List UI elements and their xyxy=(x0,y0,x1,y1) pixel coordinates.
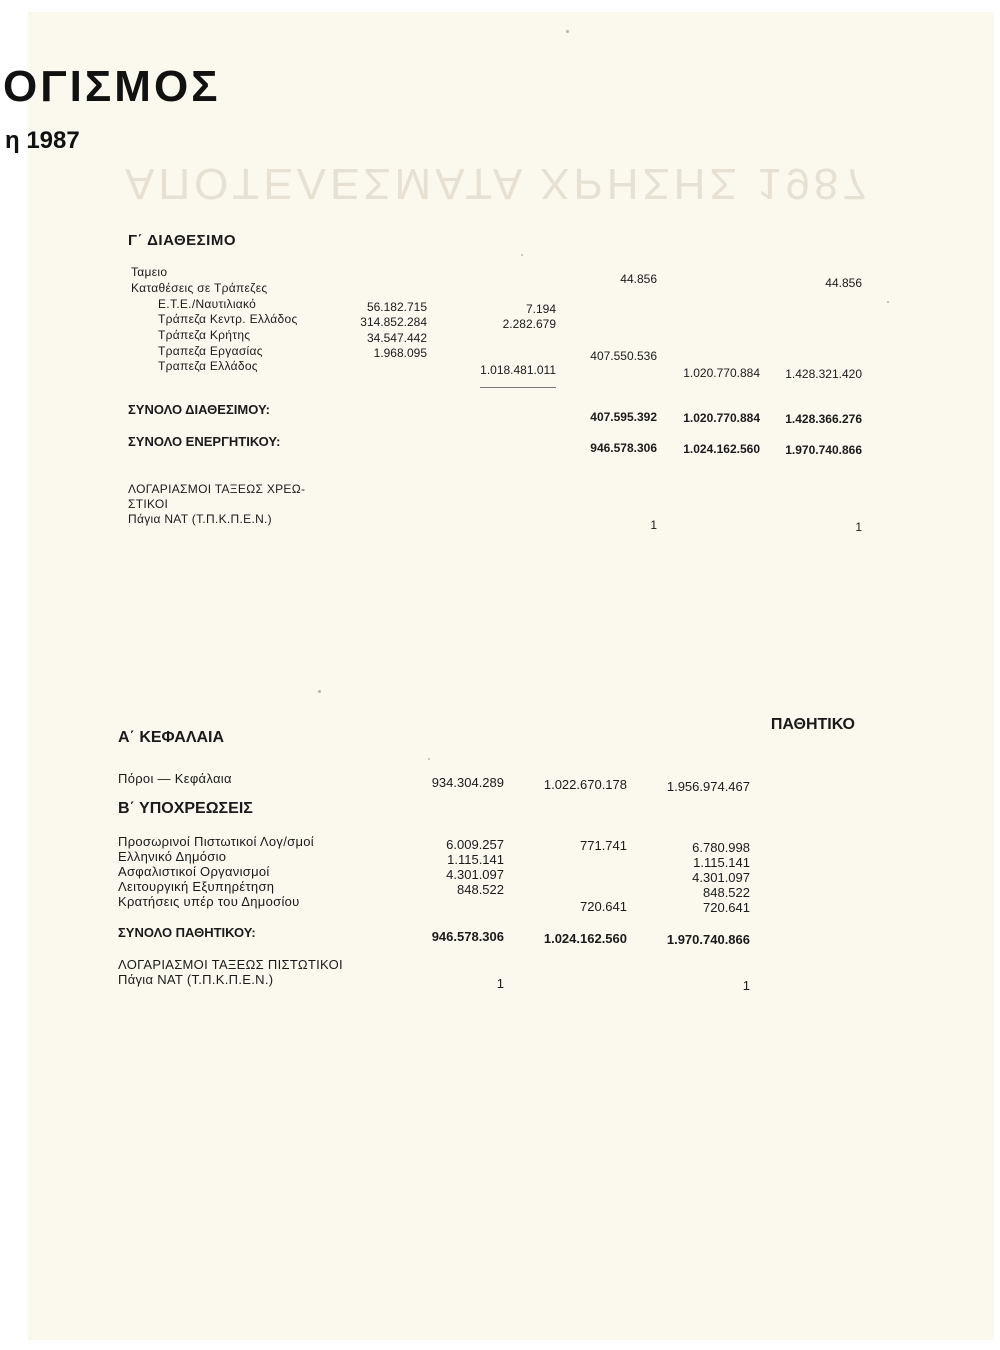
cash-value-col7: 44.856 xyxy=(825,276,862,290)
bank-value-col1: 56.182.715 xyxy=(366,300,427,314)
memo-credit-row-label: Πάγια ΝΑΤ (Τ.Π.Κ.Π.Ε.Ν.) xyxy=(118,972,274,987)
total-assets-col4: 946.578.306 xyxy=(590,441,657,455)
row-label-cash: Ταμειο xyxy=(131,265,168,279)
obligation-row-label: Ελληνικό Δημόσιο xyxy=(118,849,227,864)
obligation-value-c: 1.115.141 xyxy=(693,855,750,870)
obligation-value-a: 1.115.141 xyxy=(447,852,504,867)
obligation-value-b: 720.641 xyxy=(580,899,627,914)
bleed-through-text: ΑΠΟΤΕΛΕΣΜΑΤΑ ΧΡΗΣΗΣ 1987 xyxy=(125,159,871,208)
memo-credit-c: 1 xyxy=(742,978,750,993)
obligation-value-c: 720.641 xyxy=(703,900,750,915)
capital-value-b: 1.022.670.178 xyxy=(543,777,627,792)
print-speck xyxy=(887,301,889,303)
memo-credit-a: 1 xyxy=(496,976,504,991)
total-liabilities-b: 1.024.162.560 xyxy=(543,931,627,946)
obligation-value-b: 771.741 xyxy=(580,838,627,853)
print-speck xyxy=(428,758,430,760)
bank-row-label: Τράπεζα Κρήτης xyxy=(158,328,251,342)
bank-row-label: Τραπεζα Εργασίας xyxy=(158,344,263,358)
print-speck xyxy=(318,690,321,693)
document-page xyxy=(28,12,994,1340)
section-title-obligations: Β΄ ΥΠΟΧΡΕΩΣΕΙΣ xyxy=(118,800,253,817)
memo-debit-col7: 1 xyxy=(855,520,862,534)
obligation-row-label: Λειτουργική Εξυπηρέτηση xyxy=(118,879,275,894)
total-cash-col6: 1.428.366.276 xyxy=(785,412,862,426)
section-title-cash: Γ΄ ΔΙΑΘΕΣΙΜΟ xyxy=(128,232,237,249)
total-assets-col5: 1.024.162.560 xyxy=(683,442,760,456)
obligation-row-label: Ασφαλιστικοί Οργανισμοί xyxy=(118,864,270,879)
bank-value-col6: 1.428.321.420 xyxy=(785,367,862,381)
memo-debit-row-label: Πάγια ΝΑΤ (Τ.Π.Κ.Π.Ε.Ν.) xyxy=(128,512,272,526)
total-assets-col6: 1.970.740.866 xyxy=(785,443,862,457)
obligation-row-label: Προσωρινοί Πιστωτικοί Λογ/σμοί xyxy=(118,834,314,849)
print-speck xyxy=(521,254,523,256)
total-cash-label: ΣΥΝΟΛΟ ΔΙΑΘΕΣΙΜΟΥ: xyxy=(128,402,270,417)
total-liabilities-label: ΣΥΝΟΛΟ ΠΑΘΗΤΙΚΟΥ: xyxy=(118,925,256,940)
page-title: ΟΓΙΣΜΟΣ xyxy=(3,62,221,111)
bank-value-col2: 1.018.481.011 xyxy=(480,363,556,377)
bank-value-col1: 1.968.095 xyxy=(373,346,427,360)
total-cash-col4: 407.595.392 xyxy=(590,410,657,424)
liabilities-title: ΠΑΘΗΤΙΚΟ xyxy=(770,716,855,733)
total-liabilities-a: 946.578.306 xyxy=(431,929,504,944)
bank-value-col3: 407.550.536 xyxy=(590,349,657,363)
total-assets-label: ΣΥΝΟΛΟ ΕΝΕΡΓΗΤΙΚΟΥ: xyxy=(128,434,281,449)
bank-value-col2: 2.282.679 xyxy=(502,317,556,331)
bank-row-label: Τραπεζα Ελλάδος xyxy=(158,359,258,373)
obligation-value-c: 6.780.998 xyxy=(692,840,750,855)
obligation-value-a: 4.301.097 xyxy=(446,867,504,882)
obligation-value-c: 848.522 xyxy=(703,885,750,900)
memo-credit-title: ΛΟΓΑΡΙΑΣΜΟΙ ΤΑΞΕΩΣ ΠΙΣΤΩΤΙΚΟΙ xyxy=(118,957,343,972)
cash-value-col4: 44.856 xyxy=(620,272,657,286)
capital-value-a: 934.304.289 xyxy=(431,775,504,790)
capital-row-label: Πόροι — Κεφάλαια xyxy=(118,771,232,786)
bank-value-col2: 7.194 xyxy=(525,302,556,316)
obligation-value-c: 4.301.097 xyxy=(692,870,750,885)
total-cash-col5: 1.020.770.884 xyxy=(683,411,760,425)
obligation-value-a: 6.009.257 xyxy=(446,837,504,852)
bank-value-col1: 34.547.442 xyxy=(366,331,427,345)
bank-value-col1: 314.852.284 xyxy=(360,315,427,329)
memo-debit-title-line2: ΣΤΙΚΟΙ xyxy=(128,497,169,511)
capital-value-c: 1.956.974.467 xyxy=(666,779,750,794)
bank-row-label: Τράπεζα Κεντρ. Ελλάδος xyxy=(158,312,298,326)
row-label-deposits: Καταθέσεις σε Τράπεζες xyxy=(131,281,268,295)
total-liabilities-c: 1.970.740.866 xyxy=(666,932,750,947)
page-subtitle: η 1987 xyxy=(5,127,80,154)
print-speck xyxy=(566,30,569,33)
bank-row-label: Ε.Τ.Ε./Ναυτιλιακό xyxy=(158,297,257,311)
obligation-value-a: 848.522 xyxy=(457,882,504,897)
obligation-row-label: Κρατήσεις υπέρ του Δημοσίου xyxy=(118,894,300,909)
memo-debit-col4: 1 xyxy=(650,518,657,532)
section-title-capital: Α΄ ΚΕΦΑΛΑΙΑ xyxy=(118,729,225,746)
memo-debit-title-line1: ΛΟΓΑΡΙΑΣΜΟΙ ΤΑΞΕΩΣ ΧΡΕΩ- xyxy=(128,482,306,496)
bank-value-col5: 1.020.770.884 xyxy=(683,366,760,380)
subtotal-rule xyxy=(480,387,556,388)
